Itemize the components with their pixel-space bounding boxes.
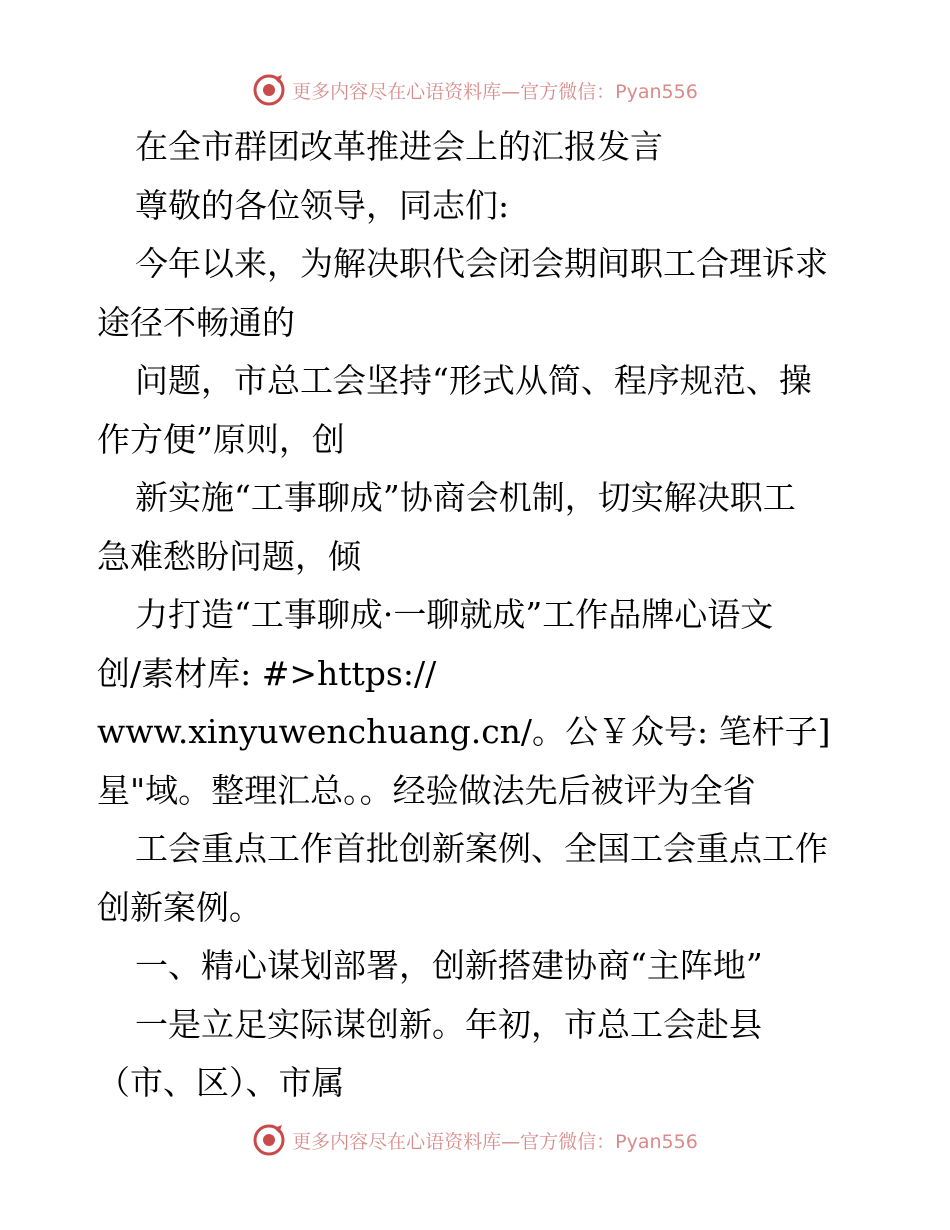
- text-line: 急难愁盼问题，倾: [97, 536, 361, 576]
- text-line: 新实施“工事聊成”协商会机制，切实解决职工: [135, 478, 796, 517]
- text-line: 在全市群团改革推进会上的汇报发言: [135, 127, 663, 166]
- watermark-text: 更多内容尽在心语资料库—官方微信：Pyan556: [292, 1130, 698, 1153]
- text-line: 工会重点工作首批创新案例、全国工会重点工作: [135, 829, 828, 868]
- document-body: [97, 118, 857, 1113]
- text-line: 尊敬的各位领导，同志们:: [135, 185, 510, 225]
- text-line: （市、区）、市属: [97, 1063, 345, 1102]
- watermark-text: 更多内容尽在心语资料库—官方微信：Pyan556: [292, 80, 698, 103]
- footer-watermark: [0, 1120, 950, 1160]
- text-line: 星"域。整理汇总。。经验做法先后被评为全省: [97, 770, 756, 810]
- text-line: 问题，市总工会坚持“形式从简、程序规范、操: [135, 361, 812, 400]
- text-line: 力打造“工事聊成·一聊就成”工作品牌心语文: [135, 595, 774, 634]
- text-line: 一是立足实际谋创新。年初，市总工会赴县: [135, 1004, 762, 1044]
- text-line: 途径不畅通的: [97, 302, 295, 342]
- text-line: 作方便”原则，创: [97, 419, 345, 459]
- text-line: www.xinyuwenchuang.cn/。公￥众号: 笔杆子]: [97, 712, 831, 751]
- brand-logo-icon: [252, 73, 286, 107]
- text-line: 一、精心谋划部署，创新搭建协商“主阵地”: [135, 946, 763, 985]
- brand-logo-icon: [252, 1123, 286, 1157]
- text-line: 创新案例。: [97, 887, 262, 927]
- text-line: 创/素材库: #>https://: [97, 653, 437, 693]
- header-watermark: [0, 70, 950, 110]
- text-line: 今年以来，为解决职代会闭会期间职工合理诉求: [135, 244, 828, 283]
